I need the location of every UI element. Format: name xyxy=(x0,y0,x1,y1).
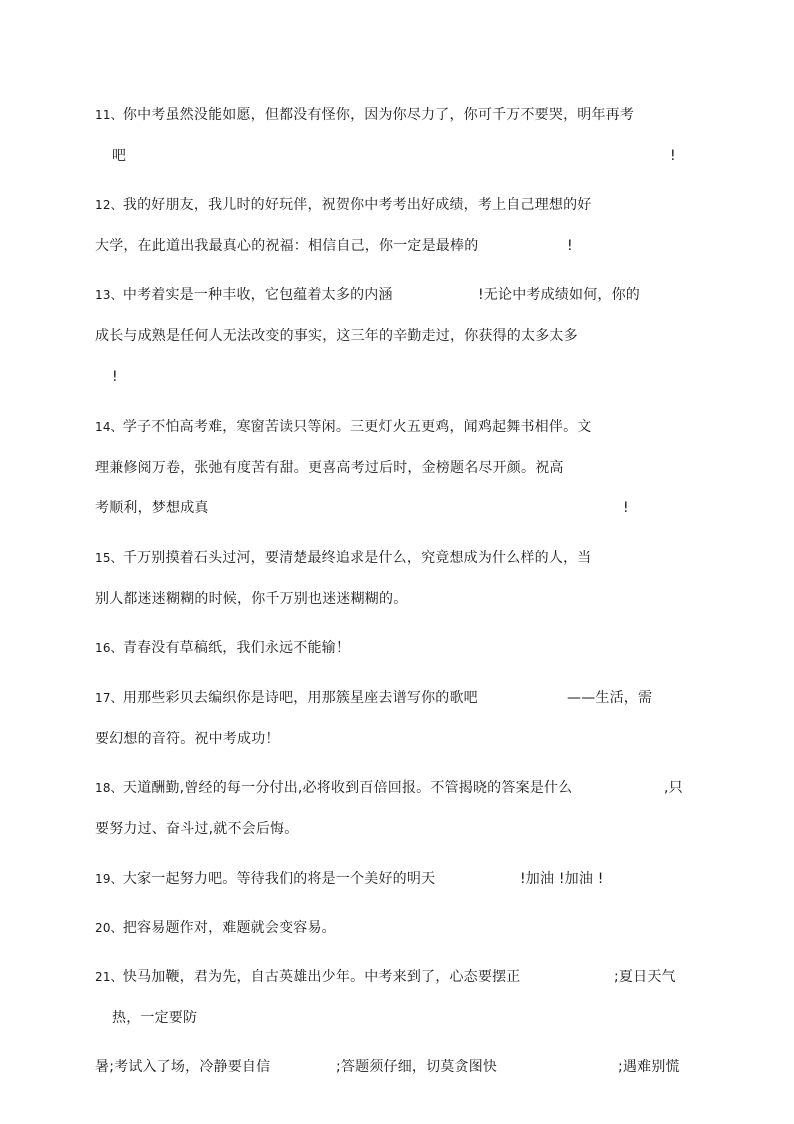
item-11-line-1 xyxy=(95,105,634,125)
item-text: 中考着实是一种丰收，它包蕴着太多的内涵 xyxy=(122,287,393,303)
item-18-line-2 xyxy=(95,819,298,839)
item-number: 20、 xyxy=(95,921,123,935)
item-15-line-1 xyxy=(95,548,591,568)
item-12-line-2 xyxy=(95,236,478,256)
item-text: 吧 xyxy=(112,148,127,164)
item-text: ;答题须仔细，切莫贪图快 xyxy=(336,1059,498,1075)
item-14-line-1 xyxy=(95,417,591,437)
item-number: 21、 xyxy=(95,970,123,984)
item-16-line-1 xyxy=(95,638,350,658)
item-text: 你中考虽然没能如愿，但都没有怪你，因为你尽力了，你可千万不要哭，明年再考 xyxy=(122,107,635,123)
item-19-line-1 xyxy=(95,869,435,889)
item-number: 11、 xyxy=(95,108,123,122)
item-number: 13、 xyxy=(95,288,123,302)
item-13-line-1 xyxy=(95,285,393,305)
item-21-line-1b xyxy=(614,967,676,987)
item-text: 理兼修阅万卷，张弛有度苦有甜。更喜高考过后时，金榜题名尽开颜。祝高 xyxy=(95,460,564,476)
item-14-line-3 xyxy=(95,498,209,518)
item-text: ——生活，需 xyxy=(567,690,653,706)
item-number: 18、 xyxy=(95,781,123,795)
item-text: 考顺利，梦想成真 xyxy=(95,500,209,516)
item-text: ! xyxy=(670,148,676,164)
item-text: ! xyxy=(567,238,573,254)
item-text: 天道酬勤,曾经的每一分付出,必将收到百倍回报。不管揭晓的答案是什么 xyxy=(122,780,573,796)
item-18-line-1 xyxy=(95,778,572,798)
item-14-exclaim xyxy=(623,498,629,518)
item-text: 学子不怕高考难，寒窗苦读只等闲。三更灯火五更鸡，闻鸡起舞书相伴。文 xyxy=(122,419,592,435)
item-text: 别人都迷迷糊糊的时候，你千万别也迷迷糊糊的。 xyxy=(95,591,408,607)
item-13-line-1b xyxy=(478,285,640,305)
item-19-line-1b xyxy=(520,869,604,889)
item-21-line-3b xyxy=(336,1057,497,1077)
item-text: 快马加鞭，君为先，自古英雄出少年。中考来到了，心态要摆正 xyxy=(122,969,521,985)
item-text: 大家一起努力吧。等待我们的将是一个美好的明天 xyxy=(122,871,436,887)
item-21-line-2 xyxy=(112,1008,197,1028)
item-text: ,只 xyxy=(664,780,683,796)
item-text: 成长与成熟是任何人无法改变的事实，这三年的辛勤走过，你获得的太多太多 xyxy=(95,328,578,344)
item-text: 青春没有草稿纸，我们永远不能输！ xyxy=(122,640,351,656)
item-text: 要幻想的音符。祝中考成功！ xyxy=(95,731,280,747)
item-number: 17、 xyxy=(95,691,123,705)
item-text: 用那些彩贝去编织你是诗吧，用那簇星座去谱写你的歌吧 xyxy=(122,690,478,706)
item-12-line-1 xyxy=(95,195,591,215)
item-text: ! xyxy=(112,369,118,385)
item-text: 大学，在此道出我最真心的祝福：相信自己，你一定是最棒的 xyxy=(95,238,479,254)
item-18-line-1b xyxy=(664,778,683,798)
item-text: 把容易题作对，难题就会变容易。 xyxy=(122,920,336,936)
item-number: 16、 xyxy=(95,641,123,655)
item-text: 我的好朋友，我儿时的好玩伴，祝贺你中考考出好成绩，考上自己理想的好 xyxy=(122,197,592,213)
item-11-exclaim xyxy=(670,146,676,166)
item-text: !无论中考成绩如何，你的 xyxy=(478,287,641,303)
item-13-exclaim xyxy=(112,367,118,387)
item-12-exclaim xyxy=(567,236,573,256)
item-21-line-3a xyxy=(95,1057,270,1077)
item-17-line-2 xyxy=(95,729,280,749)
item-17-line-1b xyxy=(567,688,652,708)
item-17-line-1 xyxy=(95,688,478,708)
item-21-line-1 xyxy=(95,967,520,987)
item-number: 15、 xyxy=(95,551,123,565)
item-text: 暑;考试入了场，冷静要自信 xyxy=(95,1059,271,1075)
item-text: ;遇难别慌 xyxy=(618,1059,680,1075)
item-text: ;夏日天气 xyxy=(614,969,676,985)
item-20-line-1 xyxy=(95,918,336,938)
item-number: 14、 xyxy=(95,420,123,434)
item-13-line-2 xyxy=(95,326,578,346)
item-number: 19、 xyxy=(95,872,123,886)
item-text: 热，一定要防 xyxy=(112,1010,198,1026)
item-21-line-3c xyxy=(618,1057,680,1077)
item-11-line-2 xyxy=(112,146,126,166)
item-text: ! xyxy=(623,500,629,516)
item-number: 12、 xyxy=(95,198,123,212)
item-text: 千万别摸着石头过河，要清楚最终追求是什么，究竟想成为什么样的人，当 xyxy=(122,550,592,566)
item-14-line-2 xyxy=(95,458,564,478)
item-text: 要努力过、奋斗过,就不会后悔。 xyxy=(95,821,299,837)
item-15-line-2 xyxy=(95,589,407,609)
item-text: !加油 !加油 ! xyxy=(520,871,604,887)
